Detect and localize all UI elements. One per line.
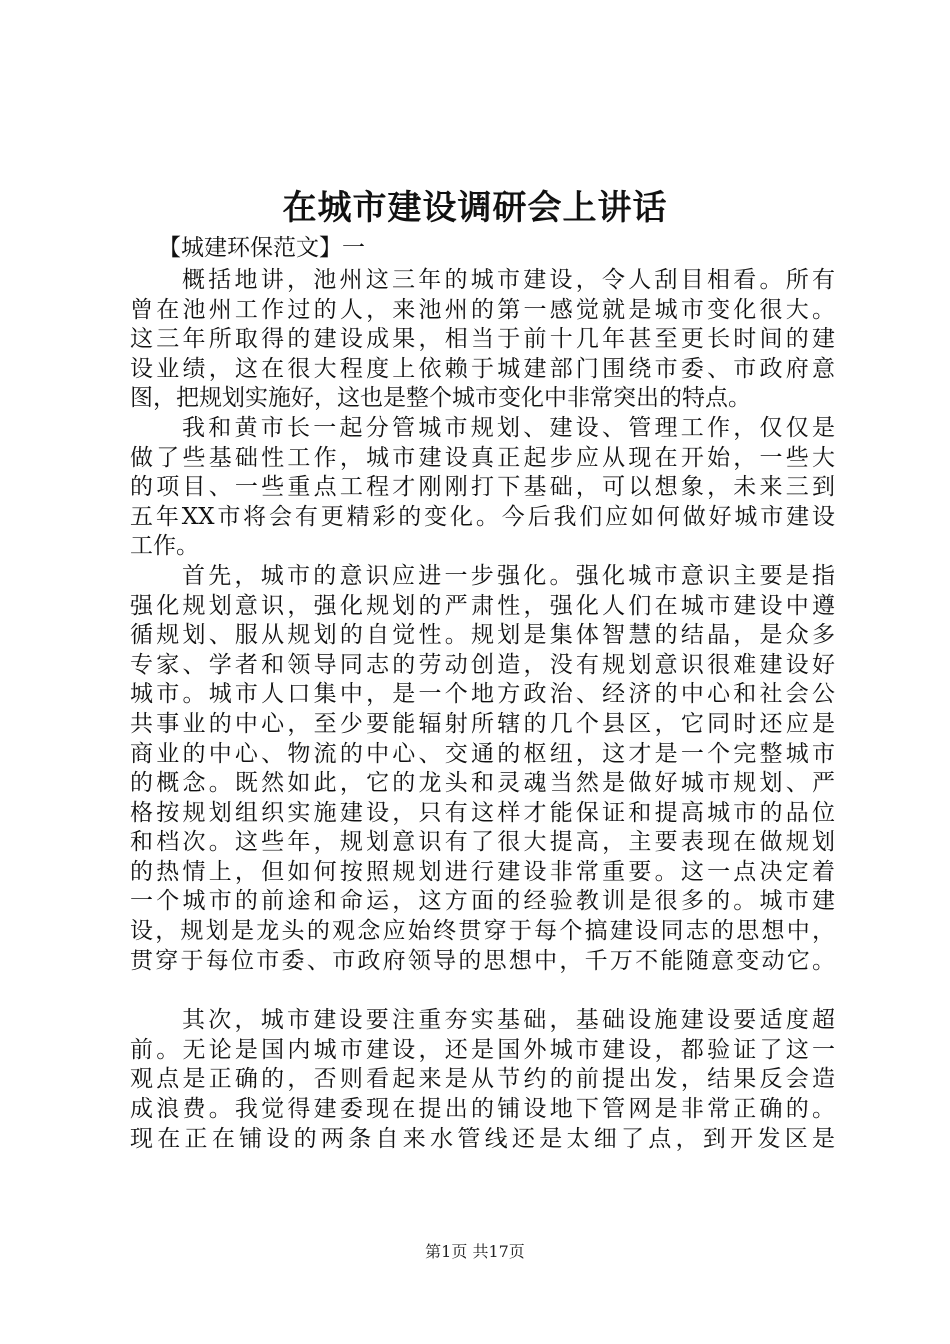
text-line: 这三年所取得的建设成果，相当于前十几年甚至更长时间的建 [130,326,835,353]
page-number-footer: 第1页 共17页 [425,1242,525,1261]
text-line: 观点是正确的，否则看起来是从节约的前提出发，结果反会造 [130,1066,835,1093]
document-title: 在城市建设调研会上讲话 [282,188,668,228]
paragraph [130,562,835,976]
text-line: 的概念。既然如此，它的龙头和灵魂当然是做好城市规划、严 [130,770,835,797]
document-body [130,266,835,1154]
text-line: 五年XX市将会有更精彩的变化。今后我们应如何做好城市建设 [130,503,835,530]
text-line: 商业的中心、物流的中心、交通的枢纽，这才是一个完整城市 [130,740,835,767]
text-line: 循规划、服从规划的自觉性。规划是集体智慧的结晶，是众多 [130,622,835,649]
text-line: 概括地讲，池州这三年的城市建设，令人刮目相看。所有 [182,267,835,293]
text-line: 强化规划意识，强化规划的严肃性，强化人们在城市建设中遵 [130,592,835,619]
text-line: 格按规划组织实施建设，只有这样才能保证和提高城市的品位 [130,799,835,826]
paragraph [130,266,835,414]
text-line: 工作。 [130,533,199,560]
text-line: 共事业的中心，至少要能辐射所辖的几个县区，它同时还应是 [130,710,835,737]
paragraph [130,1006,835,1154]
text-line: 贯穿于每位市委、市政府领导的思想中，千万不能随意变动它。 [130,947,835,974]
text-line: 我和黄市长一起分管城市规划、建设、管理工作，仅仅是 [182,414,835,441]
text-line: 前。无论是国内城市建设，还是国外城市建设，都验证了这一 [130,1036,835,1063]
text-line: 成浪费。我觉得建委现在提出的铺设地下管网是非常正确的。 [130,1096,835,1123]
text-line: 的热情上，但如何按照规划进行建设非常重要。这一点决定着 [130,858,835,885]
text-line: 现在正在铺设的两条自来水管线还是太细了点，到开发区是 [130,1125,835,1152]
text-line: 专家、学者和领导同志的劳动创造，没有规划意识很难建设好 [130,651,835,678]
text-line: 和档次。这些年，规划意识有了很大提高，主要表现在做规划 [130,829,835,856]
text-line: 曾在池州工作过的人，来池州的第一感觉就是城市变化很大。 [130,296,835,323]
text-line: 首先，城市的意识应进一步强化。强化城市意识主要是指 [182,562,835,589]
text-line: 一个城市的前途和命运，这方面的经验教训是很多的。城市建 [130,888,835,915]
paragraph [130,414,835,562]
text-line: 图，把规划实施好，这也是整个城市变化中非常突出的特点。 [130,385,751,412]
text-line: 设，规划是龙头的观念应始终贯穿于每个搞建设同志的思想中， [130,918,835,945]
text-line: 城市。城市人口集中，是一个地方政治、经济的中心和社会公 [130,681,835,708]
text-line: 其次，城市建设要注重夯实基础，基础设施建设要适度超 [182,1007,835,1034]
document-subtitle: 【城建环保范文】一 [158,235,365,261]
paragraph-gap [130,976,835,1006]
text-line: 设业绩，这在很大程度上依赖于城建部门围绕市委、市政府意 [130,355,835,382]
text-line: 做了些基础性工作，城市建设真正起步应从现在开始，一些大 [130,444,835,471]
text-line: 的项目、一些重点工程才刚刚打下基础，可以想象，未来三到 [130,474,835,501]
